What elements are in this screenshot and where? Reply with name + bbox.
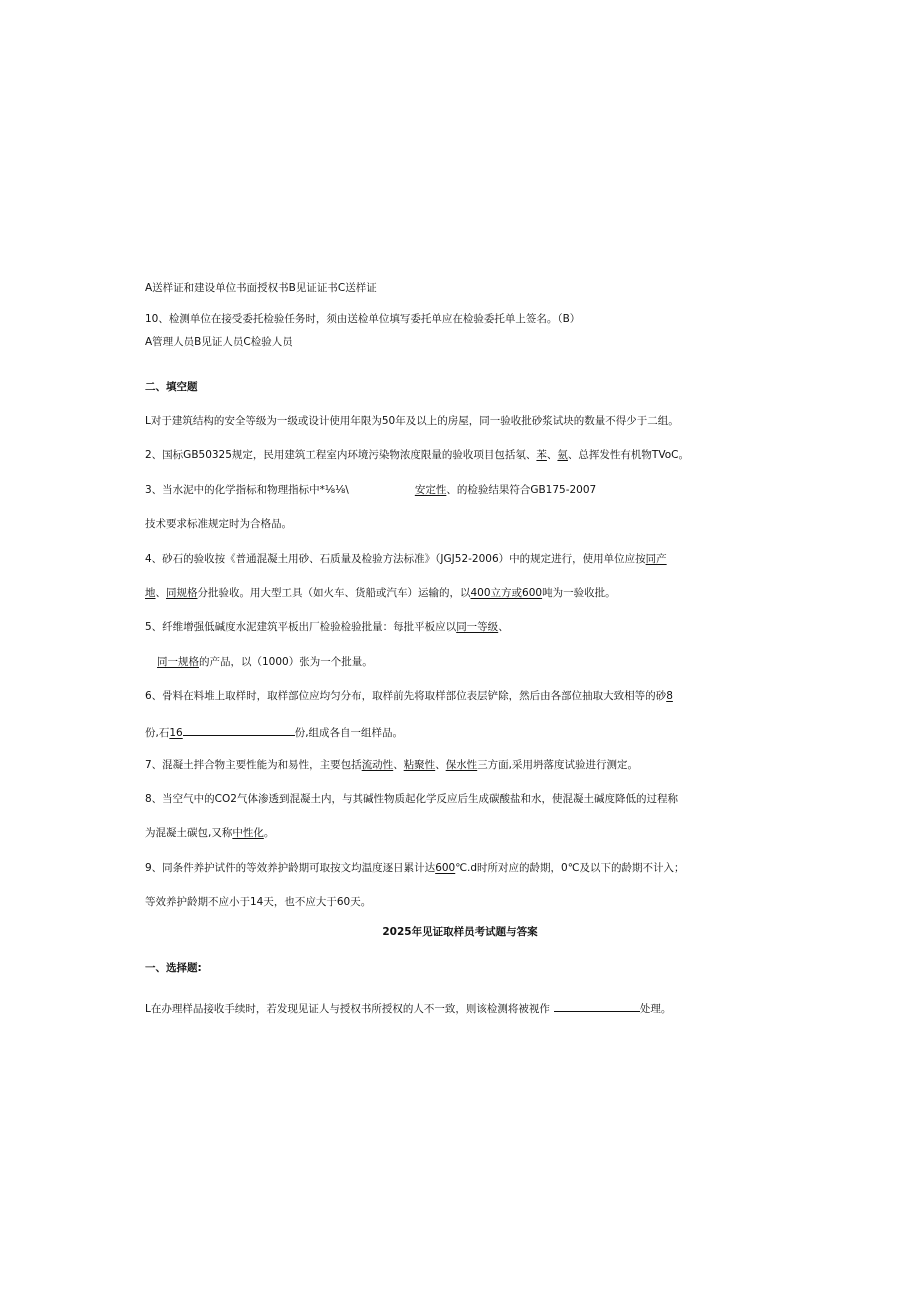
choice-question-1: L在办理样品接收手续时，若发现见证人与授权书所授权的人不一致，则该检测将被视作 处理。 — [145, 1000, 671, 1016]
fill-item-5: 5、纤维增强低碱度水泥建筑平板出厂检验检验批量：每批平板应以同一等级、 — [145, 621, 509, 633]
answer-blank — [183, 724, 295, 736]
question-9-options: A送样证和建设单位书面授权书B见证证书C送样证 — [145, 282, 377, 294]
answer: 600 — [435, 862, 456, 874]
answer: 同规格 — [166, 587, 198, 599]
fill-item-6-continued: 份,石16 份,组成各自一组样品。 — [145, 724, 403, 740]
choice-section-heading: 一、选择题: — [145, 962, 202, 974]
fill-item-6: 6、骨料在料堆上取样时，取样部位应均匀分布，取样前先将取样部位表层铲除，然后由各部位抽取大致相等的砂8 — [145, 690, 673, 702]
answer: 8 — [666, 690, 673, 702]
fill-item-5-continued: 同一规格的产品，以（1000）张为一个批量。 — [157, 656, 373, 668]
answer: 安定性 — [414, 484, 447, 496]
question-10: 10、检测单位在接受委托检验任务时，须由送检单位填写委托单应在检验委托单上签名。（B） — [145, 313, 581, 325]
answer: 粘聚性 — [403, 759, 436, 771]
answer-blank — [554, 1000, 640, 1012]
question-10-options: A管理人员B见证人员C检验人员 — [145, 336, 293, 348]
fill-item-8-continued: 为混凝土碳包,又称中性化。 — [145, 827, 275, 839]
answer: 保水性 — [445, 759, 478, 771]
answer: 16 — [169, 727, 183, 739]
fill-item-3: 3、当水泥中的化学指标和物理指标中*⅛⅛\ 安定性、的检验结果符合GB175-2007 — [145, 484, 597, 496]
answer: 地 — [145, 587, 156, 599]
fill-section-heading: 二、填空题 — [145, 381, 198, 393]
answer: 流动性 — [361, 759, 394, 771]
fill-item-8: 8、当空气中的CO2气体渗透到混凝土内，与其碱性物质起化学反应后生成碳酸盐和水，使混凝土碱度降低的过程称 — [145, 793, 678, 805]
answer: 苯 — [536, 449, 547, 461]
fill-item-1: L对于建筑结构的安全等级为一级或设计使用年限为50年及以上的房屋，同一验收批砂浆试块的数量不得少于二组。 — [145, 415, 679, 427]
fill-item-9: 9、同条件养护试件的等效养护龄期可取按文均温度逐日累计达600℃.d时所对应的龄期，0℃及以下的龄期不计入； — [145, 862, 685, 874]
document-title: 2025年见证取样员考试题与答案 — [382, 926, 538, 938]
fill-item-7: 7、混凝土拌合物主要性能为和易性，主要包括流动性、粘聚性、保水性三方面,采用坍落度试验进行测定。 — [145, 759, 639, 771]
fill-item-2: 2、国标GB50325规定，民用建筑工程室内环境污染物浓度限量的验收项目包括氡、苯、氨、总挥发性有机物TVoC。 — [145, 449, 689, 461]
answer: 中性化 — [232, 827, 264, 839]
answer: 同产 — [645, 553, 667, 565]
fill-item-4-continued: 地、同规格分批验收。用大型工具（如火车、货船或汽车）运输的，以400立方或600吨为一验收批。 — [145, 587, 616, 599]
answer: 同一规格 — [157, 656, 199, 668]
answer: 同一等级 — [456, 621, 499, 633]
fill-item-9-continued: 等效养护龄期不应小于14天，也不应大于60天。 — [145, 896, 372, 908]
answer: 400立方或600 — [470, 587, 543, 599]
fill-item-3-continued: 技术要求标准规定时为合格品。 — [145, 518, 292, 530]
answer: 氨 — [557, 449, 568, 461]
fill-item-4: 4、砂石的验收按《普通混凝土用砂、石质量及检验方法标准》（JGJ52-2006）中的规定进行，使用单位应按同产 — [145, 553, 667, 565]
